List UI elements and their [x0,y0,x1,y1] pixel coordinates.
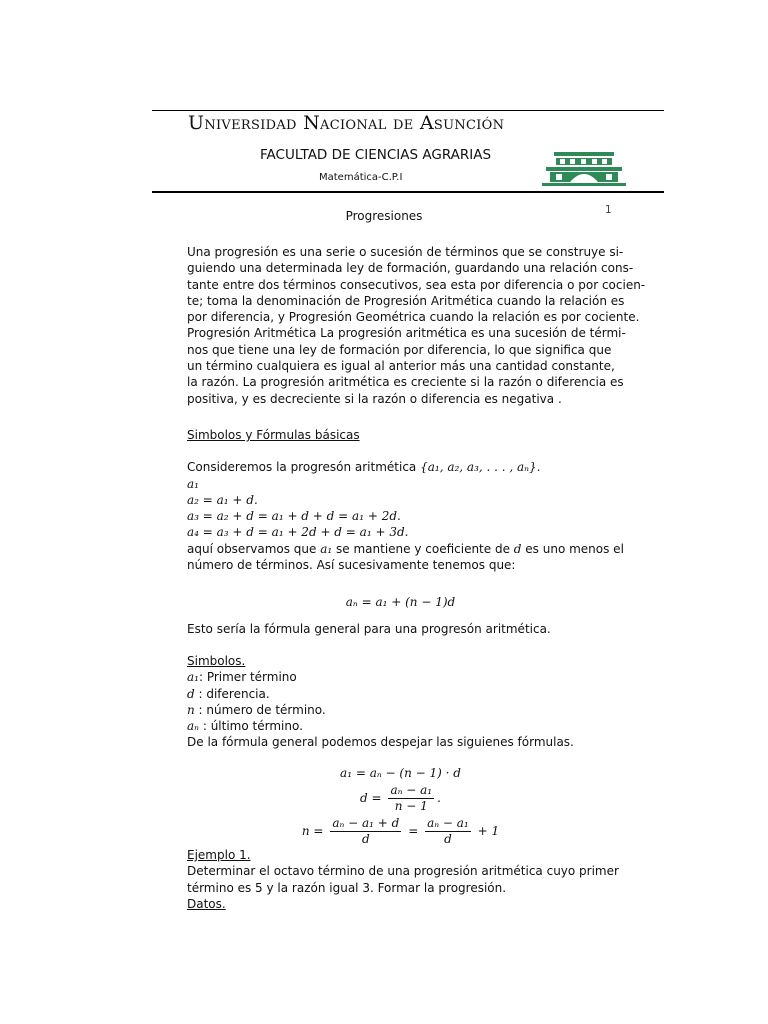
intro-line: por diferencia, y Progresión Geométrica cuando la relación es por cociente. [187,310,640,325]
formula-difference [187,783,614,814]
formula-tail: + 1 [477,824,500,839]
fraction [330,816,401,847]
observation-symbol-d: d [513,541,522,556]
equation-a3: a₃ = a₂ + d = a₁ + d + d = a₁ + 2d. [187,509,401,524]
observation-text: aquí observamos que [187,541,321,556]
intro-line: positiva, y es decreciente si la razón o diferencia es negativa . [187,391,562,406]
example-line-2: término es 5 y la razón igual 3. Formar la progresión. [187,880,507,895]
symbol-item [187,686,614,702]
symbol-name: d [187,686,195,701]
observation-text: se mantiene y coeficiente de [332,541,514,556]
page-number: 1 [605,204,612,216]
section-heading-formulas: Simbolos y Fórmulas básicas [187,427,360,442]
fraction-numerator: aₙ − a₁ + d [332,816,400,831]
observation-line-2: número de términos. Así sucesivamente tenemos que: [187,558,516,573]
formula-tail: . [437,791,441,806]
symbol-name: a₁ [187,670,199,685]
sequence-intro [187,459,614,475]
intro-line: Una progresión es una serie o sucesión de términos que se construye si- [187,245,624,259]
equation-a1: a₁ [187,476,199,491]
intro-line: tante entre dos términos consecutivos, sea esta por diferencia o por cocien- [187,277,646,292]
symbol-description: : diferencia. [194,686,270,701]
faculty-logo [540,150,628,188]
university-name: Universidad Nacional de Asunción [188,112,505,134]
header-top-rule [152,110,664,111]
main-content [187,244,646,912]
symbol-name: aₙ [187,719,200,734]
intro-line: guiendo una determinada ley de formación, guardando una relación cons- [187,261,634,276]
symbol-description: : último término. [199,719,303,734]
document-title: Progresiones [345,209,423,223]
equation-a2: a₂ = a₁ + d. [187,492,258,507]
symbols-heading: Simbolos. [187,653,246,668]
intro-line: la razón. La progresión aritmética es creciente si la razón o diferencia es [187,375,624,390]
fraction [425,816,471,847]
fraction-numerator: aₙ − a₁ [427,816,469,831]
intro-line: te; toma la denominación de Progresión Aritmética cuando la relación es [187,293,625,308]
intro-line: un término cualquiera es igual al anterior más una cantidad constante, [187,359,615,374]
symbol-item [187,702,614,718]
formula-first-term: a₁ = aₙ − (n − 1) · d [340,765,461,780]
formula-equals: = [408,824,419,839]
fraction-denominator: d [362,832,370,847]
example-data-heading: Datos. [187,896,226,911]
observation-line [187,541,624,557]
intro-line: nos que tiene una ley de formación por diferencia, lo que significa que [187,342,612,357]
formula-term-count [187,816,614,847]
subject-name: Matemática-C.P.I [319,172,403,183]
symbol-description: : número de término. [194,702,326,717]
sequence-intro-text: Consideremos la progresón aritmética [187,460,421,475]
fraction [388,783,434,814]
faculty-name: FACULTAD DE CIENCIAS AGRARIAS [260,147,492,163]
intro-paragraph [187,244,646,407]
symbol-item [187,718,614,734]
intro-line: Progresión Aritmética La progresión aritmética es una sucesión de térmi- [187,326,626,341]
symbol-description: : Primer término [198,670,297,685]
formula-lhs: d = [360,791,382,806]
general-formula: aₙ = a₁ + (n − 1)d [345,595,456,610]
fraction-numerator: aₙ − a₁ [390,783,433,798]
sequence-set: {a₁, a₂, a₃, . . . , aₙ}. [420,460,541,475]
symbol-name: n [187,702,195,717]
fraction-denominator: d [444,832,452,847]
symbol-item [187,669,614,685]
fraction-denominator: n − 1 [394,799,428,814]
equation-a4: a₄ = a₃ + d = a₁ + 2d + d = a₁ + 3d. [187,525,409,540]
observation-symbol-a1: a₁ [320,541,333,556]
header-bottom-rule [152,191,664,193]
general-formula-text: Esto sería la fórmula general para una progresón aritmética. [187,621,551,636]
derive-text: De la fórmula general podemos despejar las siguienes fórmulas. [187,735,574,750]
example-heading: Ejemplo 1. [187,848,251,863]
formula-lhs: n = [301,824,324,839]
example-line-1: Determinar el octavo término de una progresión aritmética cuyo primer [187,864,619,879]
observation-text: es uno menos el [521,541,624,556]
